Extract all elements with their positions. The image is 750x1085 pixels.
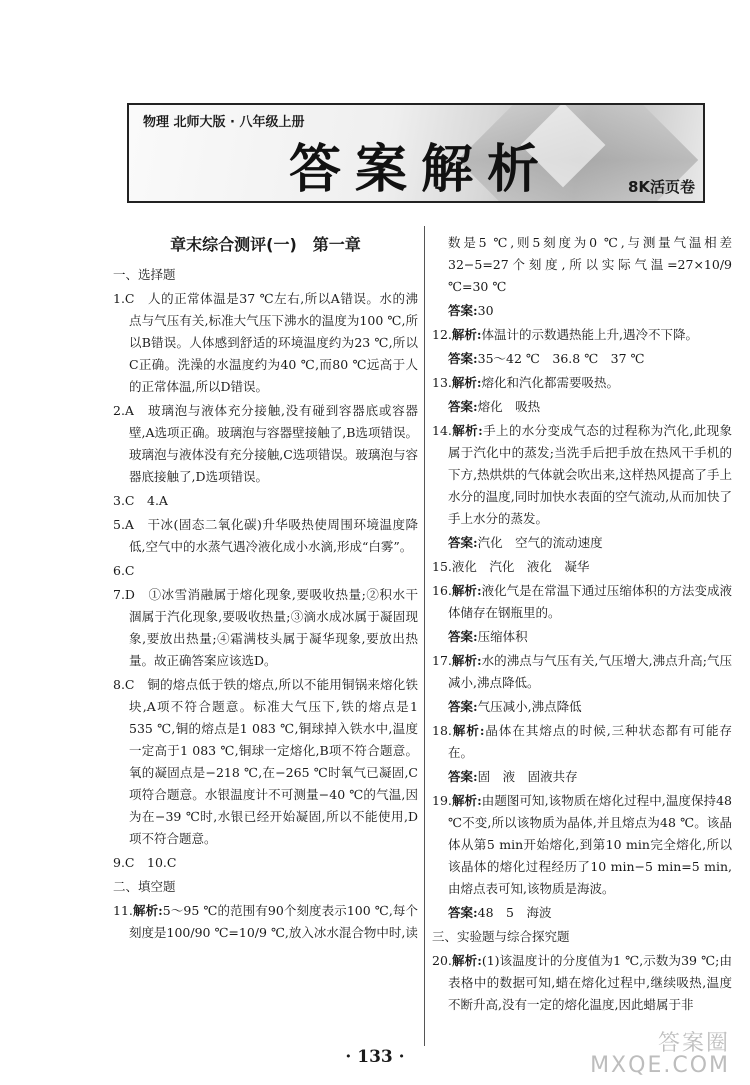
item-number: 18. bbox=[432, 723, 452, 738]
analysis-tag: 解析: bbox=[451, 653, 482, 668]
analysis-tag: 解析: bbox=[451, 583, 482, 598]
answer-item bbox=[432, 420, 732, 530]
banner-subject: 物理 北师大版 · 八年级上册 bbox=[143, 115, 305, 130]
answer-value: 压缩体积 bbox=[477, 629, 528, 644]
answer-line bbox=[432, 348, 732, 370]
answer-item: 5.A 干冰(固态二氧化碳)升华吸热使周围环境温度降低,空气中的水蒸气遇冷液化成小水滴,形成“白雾”。 bbox=[113, 517, 418, 554]
analysis-text: 由题图可知,该物质在熔化过程中,温度保持48 ℃不变,所以该物质为晶体,并且熔点为48 ℃。该晶体从第5 min开始熔化,到第10 min完全熔化,所以该晶体的熔化过程经历了10 min−5 min=5 min,由熔点表可知,该物质是海波。 bbox=[448, 793, 732, 896]
column-divider bbox=[424, 226, 425, 1046]
answer-value: 35～42 ℃ 36.8 ℃ 37 ℃ bbox=[477, 351, 645, 366]
answer-item: 7.D ①冰雪消融属于熔化现象,要吸收热量;②积水干涸属于汽化现象,要吸收热量;③滴水成冰属于凝固现象,要放出热量;④霜满枝头属于凝华现象,要放出热量。故正确答案应该选D。 bbox=[113, 587, 418, 668]
answer-tag: 答案: bbox=[448, 303, 478, 318]
analysis-text: 晶体在其熔点的时候,三种状态都有可能存在。 bbox=[448, 723, 732, 760]
analysis-text: 手上的水分变成气态的过程称为汽化,此现象属于汽化中的蒸发;当洗手后把手放在热风干手机的下方,热烘烘的气体就会吹出来,这样热风提高了手上水分的温度,同时加快水表面的空气流动,从而加快了手上水分的蒸发。 bbox=[448, 423, 732, 526]
analysis-tag: 解析: bbox=[451, 327, 482, 342]
analysis-tag: 解析: bbox=[451, 375, 482, 390]
answer-item: 1.C 人的正常体温是37 ℃左右,所以A错误。水的沸点与气压有关,标准大气压下沸水的温度为100 ℃,所以B错误。人体感到舒适的环境温度约为23 ℃,所以C正确。洗澡的水温度约为40 ℃,而80 ℃远高于人的正常体温,所以D错误。 bbox=[113, 291, 418, 394]
section-heading: 三、实验题与综合探究题 bbox=[432, 929, 570, 944]
answer-tag: 答案: bbox=[448, 351, 478, 366]
item-number: 16. bbox=[432, 583, 452, 598]
answer-item bbox=[432, 324, 732, 346]
analysis-tag: 解析: bbox=[451, 793, 482, 808]
answer-value: 气压减小,沸点降低 bbox=[477, 699, 582, 714]
answer-line bbox=[432, 626, 732, 648]
answer-item: 2.A 玻璃泡与液体充分接触,没有碰到容器底或容器壁,A选项正确。玻璃泡与容器壁接触了,B选项错误。玻璃泡与液体没有充分接触,C选项错误。玻璃泡与容器底接触了,D选项错误。 bbox=[113, 403, 418, 484]
answer-tag: 答案: bbox=[448, 905, 478, 920]
answer-line bbox=[432, 766, 732, 788]
answer-tag: 答案: bbox=[448, 769, 478, 784]
answer-value: 48 5 海波 bbox=[477, 905, 552, 920]
analysis-tag: 解析: bbox=[451, 953, 482, 968]
page-number: · 133 · bbox=[345, 1047, 405, 1067]
answer-item bbox=[432, 950, 732, 1016]
right-column bbox=[432, 232, 732, 1018]
answer-value: 固 液 固液共存 bbox=[477, 769, 578, 784]
item-number: 19. bbox=[432, 793, 452, 808]
answer-item bbox=[432, 580, 732, 624]
answer-item: 3.C 4.A bbox=[113, 493, 168, 508]
analysis-continued: 数是5 ℃,则5刻度为0 ℃,与测量气温相差32−5=27个刻度,所以实际气温=27×10/9 ℃=30 ℃ bbox=[448, 235, 732, 294]
answer-tag: 答案: bbox=[448, 399, 478, 414]
item-number: 20. bbox=[432, 953, 452, 968]
answer-line bbox=[432, 300, 732, 322]
answer-item bbox=[432, 372, 732, 394]
analysis-text: 熔化和汽化都需要吸热。 bbox=[481, 375, 620, 390]
answer-item: 6.C bbox=[113, 563, 135, 578]
analysis-text: 液化气是在常温下通过压缩体积的方法变成液体储存在钢瓶里的。 bbox=[448, 583, 732, 620]
analysis-text: 水的沸点与气压有关,气压增大,沸点升高;气压减小,沸点降低。 bbox=[448, 653, 732, 690]
answer-line bbox=[432, 532, 732, 554]
item-number: 17. bbox=[432, 653, 452, 668]
answer-item bbox=[432, 790, 732, 900]
analysis-text: 5～95 ℃的范围有90个刻度表示100 ℃,每个刻度是100/90 ℃=10/9 ℃,放入冰水混合物中时,读 bbox=[129, 903, 418, 940]
analysis-tag: 解析: bbox=[451, 723, 485, 738]
analysis-tag: 解析: bbox=[132, 903, 163, 918]
answer-tag: 答案: bbox=[448, 535, 478, 550]
answer-item bbox=[432, 650, 732, 694]
item-number: 11. bbox=[113, 903, 133, 918]
watermark-logo: 答案圈 MXQE.COM bbox=[590, 1031, 730, 1078]
analysis-text: 体温计的示数遇热能上升,遇冷不下降。 bbox=[481, 327, 698, 342]
analysis-tag: 解析: bbox=[451, 423, 483, 438]
answer-line bbox=[432, 902, 732, 924]
section-heading: 一、选择题 bbox=[113, 267, 176, 282]
item-number: 12. bbox=[432, 327, 452, 342]
answer-item: 8.C 铜的熔点低于铁的熔点,所以不能用铜锅来熔化铁块,A项不符合题意。标准大气压下,铁的熔点是1 535 ℃,铜的熔点是1 083 ℃,铜球掉入铁水中,温度一定高于1 083 ℃,铜球一定熔化,B项不符合题意。氧的凝固点是−218 ℃,在−265 ℃时氧气已凝固,C项符合题意。水银温度计不可测量−40 ℃的气温,因为在−39 ℃时,水银已经开始凝固,所以不能使用,D项不符合题意。 bbox=[113, 677, 418, 846]
item-number: 14. bbox=[432, 423, 452, 438]
section-heading: 二、填空题 bbox=[113, 879, 176, 894]
answer-tag: 答案: bbox=[448, 699, 478, 714]
item-number: 13. bbox=[432, 375, 452, 390]
header-banner bbox=[127, 103, 705, 203]
answer-value: 30 bbox=[477, 303, 494, 318]
chapter-title: 章末综合测评(一) 第一章 bbox=[170, 235, 361, 254]
answer-value: 熔化 吸热 bbox=[477, 399, 541, 414]
left-column bbox=[113, 232, 418, 946]
answer-line bbox=[432, 696, 732, 718]
banner-badge: 8K活页卷 bbox=[627, 178, 695, 196]
answer-item bbox=[113, 900, 418, 944]
answer-tag: 答案: bbox=[448, 629, 478, 644]
answer-item: 15.液化 汽化 液化 凝华 bbox=[432, 559, 590, 574]
analysis-text: (1)该温度计的分度值为1 ℃,示数为39 ℃;由表格中的数据可知,蜡在熔化过程中,继续吸热,温度不断升高,没有一定的熔化温度,因此蜡属于非 bbox=[448, 953, 732, 1012]
banner-title: 答案解析 bbox=[289, 140, 554, 200]
answer-line bbox=[432, 396, 732, 418]
answer-item bbox=[432, 720, 732, 764]
answer-item: 9.C 10.C bbox=[113, 855, 177, 870]
answer-value: 汽化 空气的流动速度 bbox=[477, 535, 603, 550]
